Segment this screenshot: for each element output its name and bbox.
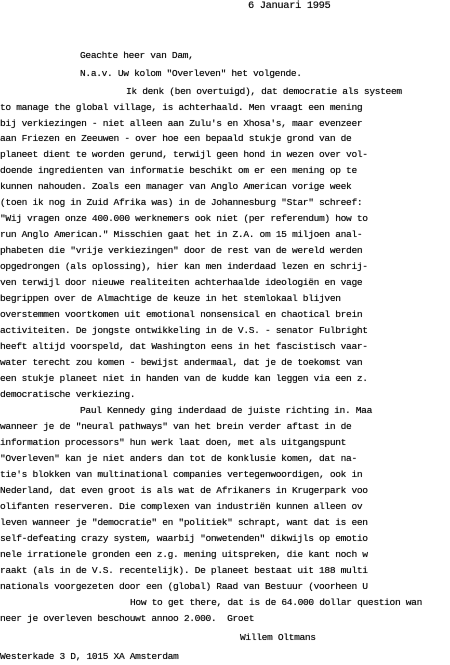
closing-line: neer je overleven beschouwt annoo 2.000. Groet <box>0 613 255 624</box>
paragraph1-line: ven terwijl door nieuwe realiteiten achterhaalde ideologiën en vage <box>0 277 363 288</box>
paragraph1-line: phabeten die "vrije verkiezingen" door de rest van de wereld werden <box>0 245 363 256</box>
paragraph1-line: doende ingredienten van informatie beschikt om er een mening op te <box>0 165 357 176</box>
paragraph1-line: overstemmen voortkomen uit emotional nonsensical en chaotical brein <box>0 309 363 320</box>
paragraph2-line: olifanten reserveren. Die complexen van industriën kunnen alleen ov <box>0 501 363 512</box>
paragraph1-line: (toen ik nog in Zuid Afrika was) in de Johannesburg "Star" schreef: <box>0 197 363 208</box>
signature: Willem Oltmans <box>240 632 316 643</box>
paragraph1-line: opgedrongen (als oplossing), hier kan men inderdaad lezen en schrij- <box>0 261 368 272</box>
paragraph1-line: begrippen over de Almachtige de keuze in het stemlokaal blijven <box>0 293 341 304</box>
paragraph1-line: een stukje planeet niet in handen van de kudde kan leggen via een z. <box>0 373 368 384</box>
paragraph2-line: wanneer je de "neural pathways" van het brein verder aftast in de <box>0 421 352 432</box>
paragraph2-line: information processors" hun werk laat doen, met als uitgangspunt <box>0 437 347 448</box>
closing-line: How to get there, dat is de 64.000 dollar question wan <box>130 597 422 608</box>
paragraph2-line: nationals voorgezeten door een (global) Raad van Bestuur (voorheen U <box>0 581 368 592</box>
paragraph2-line: Nederland, dat even groot is als wat de Afrikaners in Krugerpark voo <box>0 485 368 496</box>
paragraph2-line: leven wanneer je "democratie" en "politiek" schrapt, want dat is een <box>0 517 368 528</box>
paragraph1-line: run Anglo American." Misschien gaat het in Z.A. om 15 miljoen anal- <box>0 229 363 240</box>
paragraph1-line: to manage the global village, is achterhaald. Men vraagt een mening <box>0 102 363 113</box>
paragraph1-line: kunnen nahouden. Zoals een manager van Anglo American vorige week <box>0 181 352 192</box>
paragraph1-line: aan Friezen en Zeeuwen - over hoe een bepaald stukje grond van de <box>0 133 352 144</box>
reference-line: N.a.v. Uw kolom "Overleven" het volgende. <box>80 68 302 79</box>
sender-address: Westerkade 3 D, 1015 XA Amsterdam <box>0 651 179 662</box>
paragraph2-line: tie's blokken van multinational companies vertegenwoordigen, ook in <box>0 469 363 480</box>
paragraph1-line: "Wij vragen onze 400.000 werknemers ook niet (per referendum) how to <box>0 213 368 224</box>
paragraph2-line: nele irrationele gronden een z.g. mening uitspreken, die kant noch w <box>0 549 368 560</box>
paragraph2-line: self-defeating crazy system, waarbij "onwetenden" dikwijls op emotio <box>0 533 368 544</box>
paragraph1-line: democratische verkiezing. <box>0 389 136 400</box>
letter-date: 6 Januari 1995 <box>248 0 331 12</box>
paragraph1-line: Ik denk (ben overtuigd), dat democratie als systeem <box>126 86 402 97</box>
paragraph1-line: activiteiten. De jongste ontwikkeling in de V.S. - senator Fulbright <box>0 325 368 336</box>
paragraph1-line: heeft altijd voorspeld, dat Washington eens in het fascistisch vaar- <box>0 341 368 352</box>
salutation: Geachte heer van Dam, <box>80 50 194 61</box>
paragraph2-line: Paul Kennedy ging inderdaad de juiste richting in. Maa <box>80 405 372 416</box>
paragraph1-line: bij verkiezingen - niet alleen aan Zulu's en Xhosa's, maar evenzeer <box>0 118 363 129</box>
paragraph2-line: "Overleven" kan je niet anders dan tot de konklusie komen, dat na- <box>0 453 357 464</box>
paragraph1-line: planeet dient te worden gerund, terwijl geen hond in wezen over vol- <box>0 149 368 160</box>
paragraph2-line: raakt (als in de V.S. recentelijk). De planeet bestaat uit 188 multi <box>0 565 368 576</box>
paragraph1-line: water terecht zou komen - bewijst andermaal, dat je de toekomst van <box>0 357 363 368</box>
